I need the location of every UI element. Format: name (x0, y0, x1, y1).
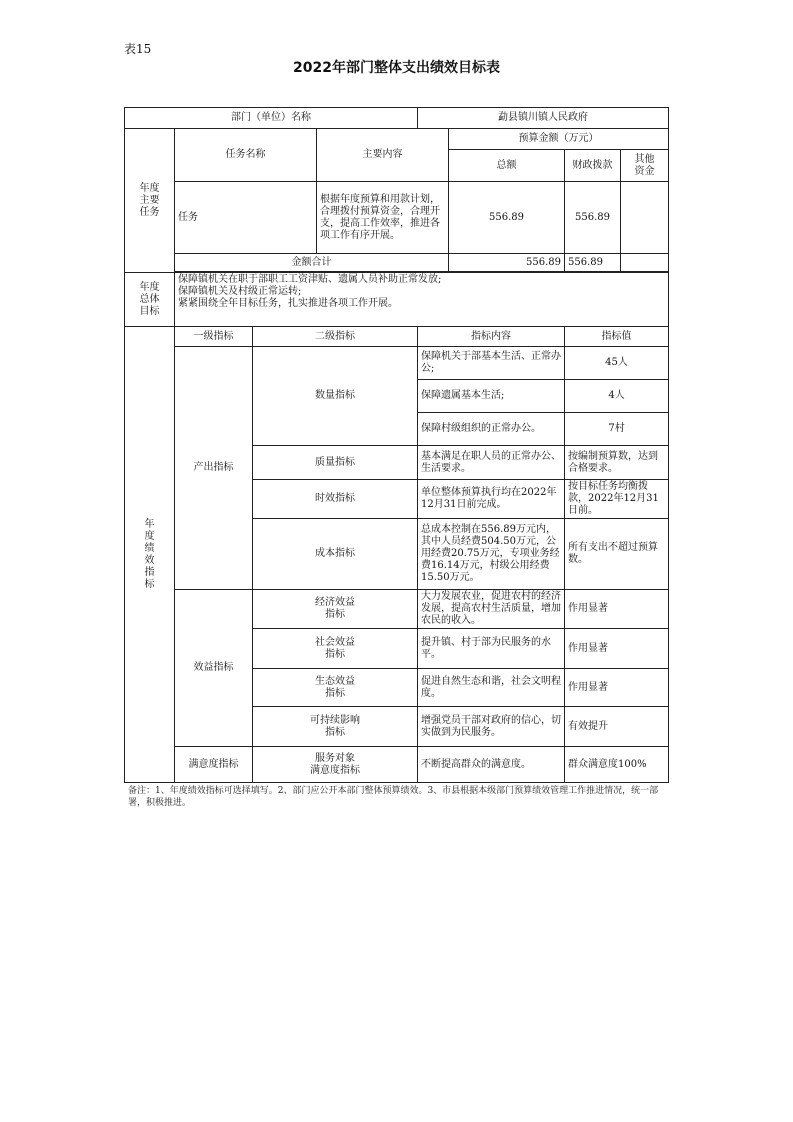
quality-indicator-content: 基本满足在职人员的正常办公、生活要求。 (418, 446, 565, 480)
timeliness-indicator-value: 按目标任务均衡拨款，2022年12月31日前。 (565, 480, 669, 519)
cost-indicator-value: 所有支出不超过预算数。 (565, 519, 669, 590)
ecological-benefit-label: 生态效益 指标 (253, 669, 418, 707)
economic-benefit-value: 作用显著 (565, 590, 669, 629)
budget-total-header: 总额 (449, 150, 565, 182)
cost-indicator-label: 成本指标 (253, 519, 418, 590)
output-indicator-label: 产出指标 (175, 347, 253, 590)
quantity-row-content: 保障村级组织的正常办公。 (418, 413, 565, 446)
quantity-row-value: 45人 (565, 347, 669, 380)
footnote: 备注：1、年度绩效指标可选择填写。2、部门应公开本部门整体预算绩效。3、市县根据本级部门预算绩效管理工作推进情况，统一部署，积极推进。 (128, 786, 659, 808)
quantity-row-value: 7村 (565, 413, 669, 446)
amount-sum-fiscal: 556.89 (565, 254, 621, 272)
satisfaction-indicator-label: 满意度指标 (175, 747, 253, 783)
fiscal-appropriation-header: 财政拨款 (565, 150, 621, 182)
task-content-cell: 根据年度预算和用款计划，合理拨付预算资金，合理开支，提高工作效率，推进各项工作有序开展。 (317, 182, 449, 254)
amount-sum-total: 556.89 (449, 254, 565, 272)
service-satisfaction-label: 服务对象 满意度指标 (253, 747, 418, 783)
ecological-benefit-value: 作用显著 (565, 669, 669, 707)
service-satisfaction-value: 群众满意度100% (565, 747, 669, 783)
quantity-row-content: 保障机关于部基本生活、正常办公; (418, 347, 565, 380)
sustainable-impact-content: 增强党员干部对政府的信心，切实做到为民服务。 (418, 707, 565, 747)
task-total-cell: 556.89 (449, 182, 565, 254)
timeliness-indicator-content: 单位整体预算执行均在2022年12月31日前完成。 (418, 480, 565, 519)
quantity-row-content: 保障遗属基本生活; (418, 380, 565, 413)
indicator-value-header: 指标值 (565, 327, 669, 347)
sustainable-impact-label: 可持续影响 指标 (253, 707, 418, 747)
ecological-benefit-content: 促进自然生态和谐，社会文明程度。 (418, 669, 565, 707)
economic-benefit-content: 大力发展农业，促进农村的经济发展，提高农村生活质量，增加农民的收入。 (418, 590, 565, 629)
quantity-indicator-label: 数量指标 (253, 347, 418, 446)
quantity-row-value: 4人 (565, 380, 669, 413)
other-funds-header: 其他 资金 (621, 150, 669, 182)
economic-benefit-label: 经济效益 指标 (253, 590, 418, 629)
benefit-indicator-label: 效益指标 (175, 590, 253, 747)
social-benefit-content: 提升镇、村于部为民服务的水平。 (418, 629, 565, 669)
table-number-label: 表15 (124, 42, 152, 56)
quality-indicator-value: 按编制预算数，达到合格要求。 (565, 446, 669, 480)
dept-name-label: 部门（单位）名称 (125, 108, 418, 129)
level1-indicator-header: 一级指标 (175, 327, 253, 347)
budget-amount-header: 预算金额（万元） (449, 129, 669, 150)
task-content-header: 主要内容 (317, 129, 449, 182)
amount-sum-label: 金额合计 (175, 254, 449, 272)
performance-target-table (124, 107, 669, 783)
indicator-content-header: 指标内容 (418, 327, 565, 347)
sustainable-impact-value: 有效提升 (565, 707, 669, 747)
social-benefit-value: 作用显著 (565, 629, 669, 669)
performance-indicator-section-label: 年 度 绩 效 指 标 (125, 327, 175, 783)
level2-indicator-header: 二级指标 (253, 327, 418, 347)
quality-indicator-label: 质量指标 (253, 446, 418, 480)
cost-indicator-content: 总成本控制在556.89万元内，其中人员经费504.50万元，公用经费20.75万元，专项业务经费16.14万元，村级公用经费15.50万元。 (418, 519, 565, 590)
service-satisfaction-content: 不断提高群众的满意度。 (418, 747, 565, 783)
task-name-header: 任务名称 (175, 129, 317, 182)
task-fiscal-cell: 556.89 (565, 182, 621, 254)
annual-goal-section-label: 年度 总体 目标 (125, 273, 175, 327)
amount-sum-other (621, 254, 669, 272)
page-title: 2022年部门整体支出绩效目标表 (293, 60, 500, 76)
annual-goal-text: 保障镇机关在职于部职工工资津贴、遗属人员补助正常发放; 保障镇机关及村级正常运转; 紧紧围绕全年目标任务，扎实推进各项工作开展。 (175, 273, 669, 327)
dept-name-value: 勐县镇川镇人民政府 (418, 108, 669, 129)
task-name-cell: 任务 (175, 182, 317, 254)
social-benefit-label: 社会效益 指标 (253, 629, 418, 669)
task-other-cell (621, 182, 669, 254)
timeliness-indicator-label: 时效指标 (253, 480, 418, 519)
annual-task-section-label: 年度 主要 任务 (125, 129, 175, 273)
